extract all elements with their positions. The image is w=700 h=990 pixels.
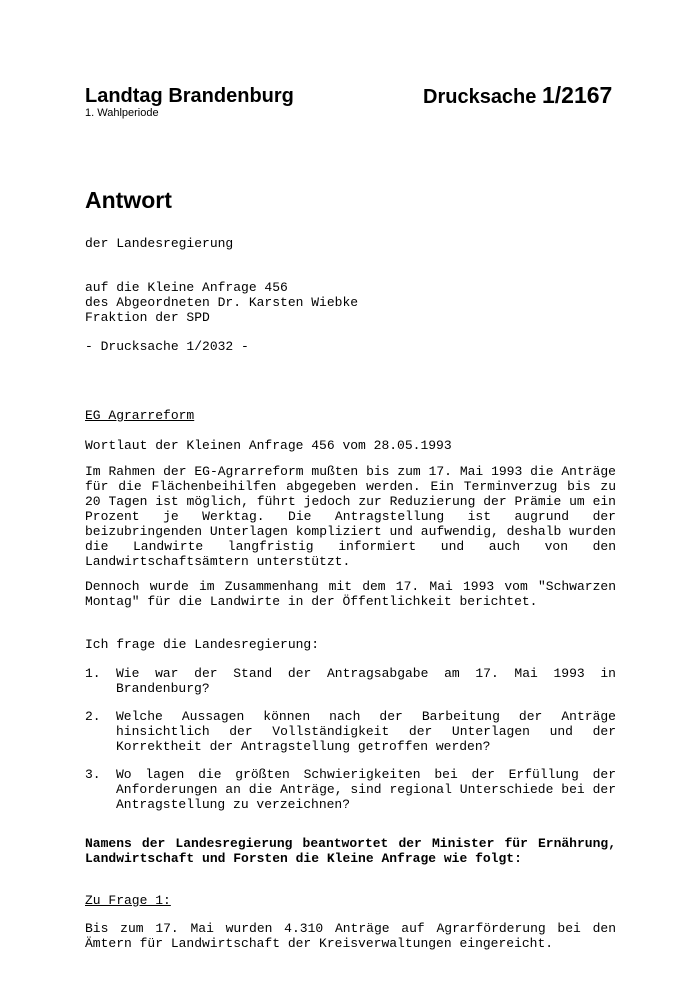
reference-drucksache: - Drucksache 1/2032 - bbox=[85, 339, 249, 354]
subject-heading: EG Agrarreform bbox=[85, 408, 195, 423]
wording-line: Wortlaut der Kleinen Anfrage 456 vom 28.05.1993 bbox=[85, 438, 452, 453]
inquiry-line-3: Fraktion der SPD bbox=[85, 310, 210, 325]
issuer-line: der Landesregierung bbox=[85, 236, 234, 251]
document-number-header bbox=[423, 82, 612, 110]
answer-1-heading: Zu Frage 1: bbox=[85, 893, 171, 908]
intro-paragraph: Im Rahmen der EG-Agrarreform mußten bis zum 17. Mai 1993 die Anträge für die Flächenbeihilfen abgegeben werden. Ein Terminverzug bis zu 20 Tagen ist möglich, führt jedoch zur Reduzierung der Prämie um ein Prozent je Werktag. Die Antragstellung ist augrund der beizubringenden Unterlagen kompliziert und aufwendig, deshalb wurden die Landwirte langfristig informiert und auch von den Landwirtschaftsämtern unterstützt. bbox=[85, 464, 616, 569]
answer-1-text: Bis zum 17. Mai wurden 4.310 Anträge auf Agrarförderung bei den Ämtern für Landwirtschaft der Kreisverwaltungen eingereicht. bbox=[85, 921, 616, 951]
answer-intro: Namens der Landesregierung beantwortet der Minister für Ernährung, Landwirtschaft und Forsten die Kleine Anfrage wie folgt: bbox=[85, 836, 616, 866]
drucksache-number: 1/2167 bbox=[541, 82, 613, 108]
question-number: 2. bbox=[85, 709, 101, 724]
question-text: Welche Aussagen können nach der Barbeitung der Anträge hinsichtlich der Vollständigkeit der Unterlagen und der Korrektheit der Antragstellung getroffen werden? bbox=[116, 709, 616, 754]
question-number: 1. bbox=[85, 666, 101, 681]
document-type-heading: Antwort bbox=[85, 187, 172, 213]
question-intro: Ich frage die Landesregierung: bbox=[85, 637, 320, 652]
question-text: Wie war der Stand der Antragsabgabe am 17. Mai 1993 in Brandenburg? bbox=[116, 666, 616, 696]
question-number: 3. bbox=[85, 767, 101, 782]
parliament-title: Landtag Brandenburg bbox=[85, 85, 294, 107]
legislative-period: 1. Wahlperiode bbox=[85, 107, 159, 119]
inquiry-line-1: auf die Kleine Anfrage 456 bbox=[85, 280, 288, 295]
question-text: Wo lagen die größten Schwierigkeiten bei der Erfüllung der Anforderungen an die Anträge, sind regional Unterschiede bei der Antragstellung zu verzeichnen? bbox=[116, 767, 616, 812]
intro-paragraph-continued: Dennoch wurde im Zusammenhang mit dem 17. Mai 1993 vom "Schwarzen Montag" für die Landwirte in der Öffentlichkeit berichtet. bbox=[85, 579, 616, 609]
drucksache-label: Drucksache bbox=[423, 86, 537, 108]
inquiry-line-2: des Abgeordneten Dr. Karsten Wiebke bbox=[85, 295, 359, 310]
